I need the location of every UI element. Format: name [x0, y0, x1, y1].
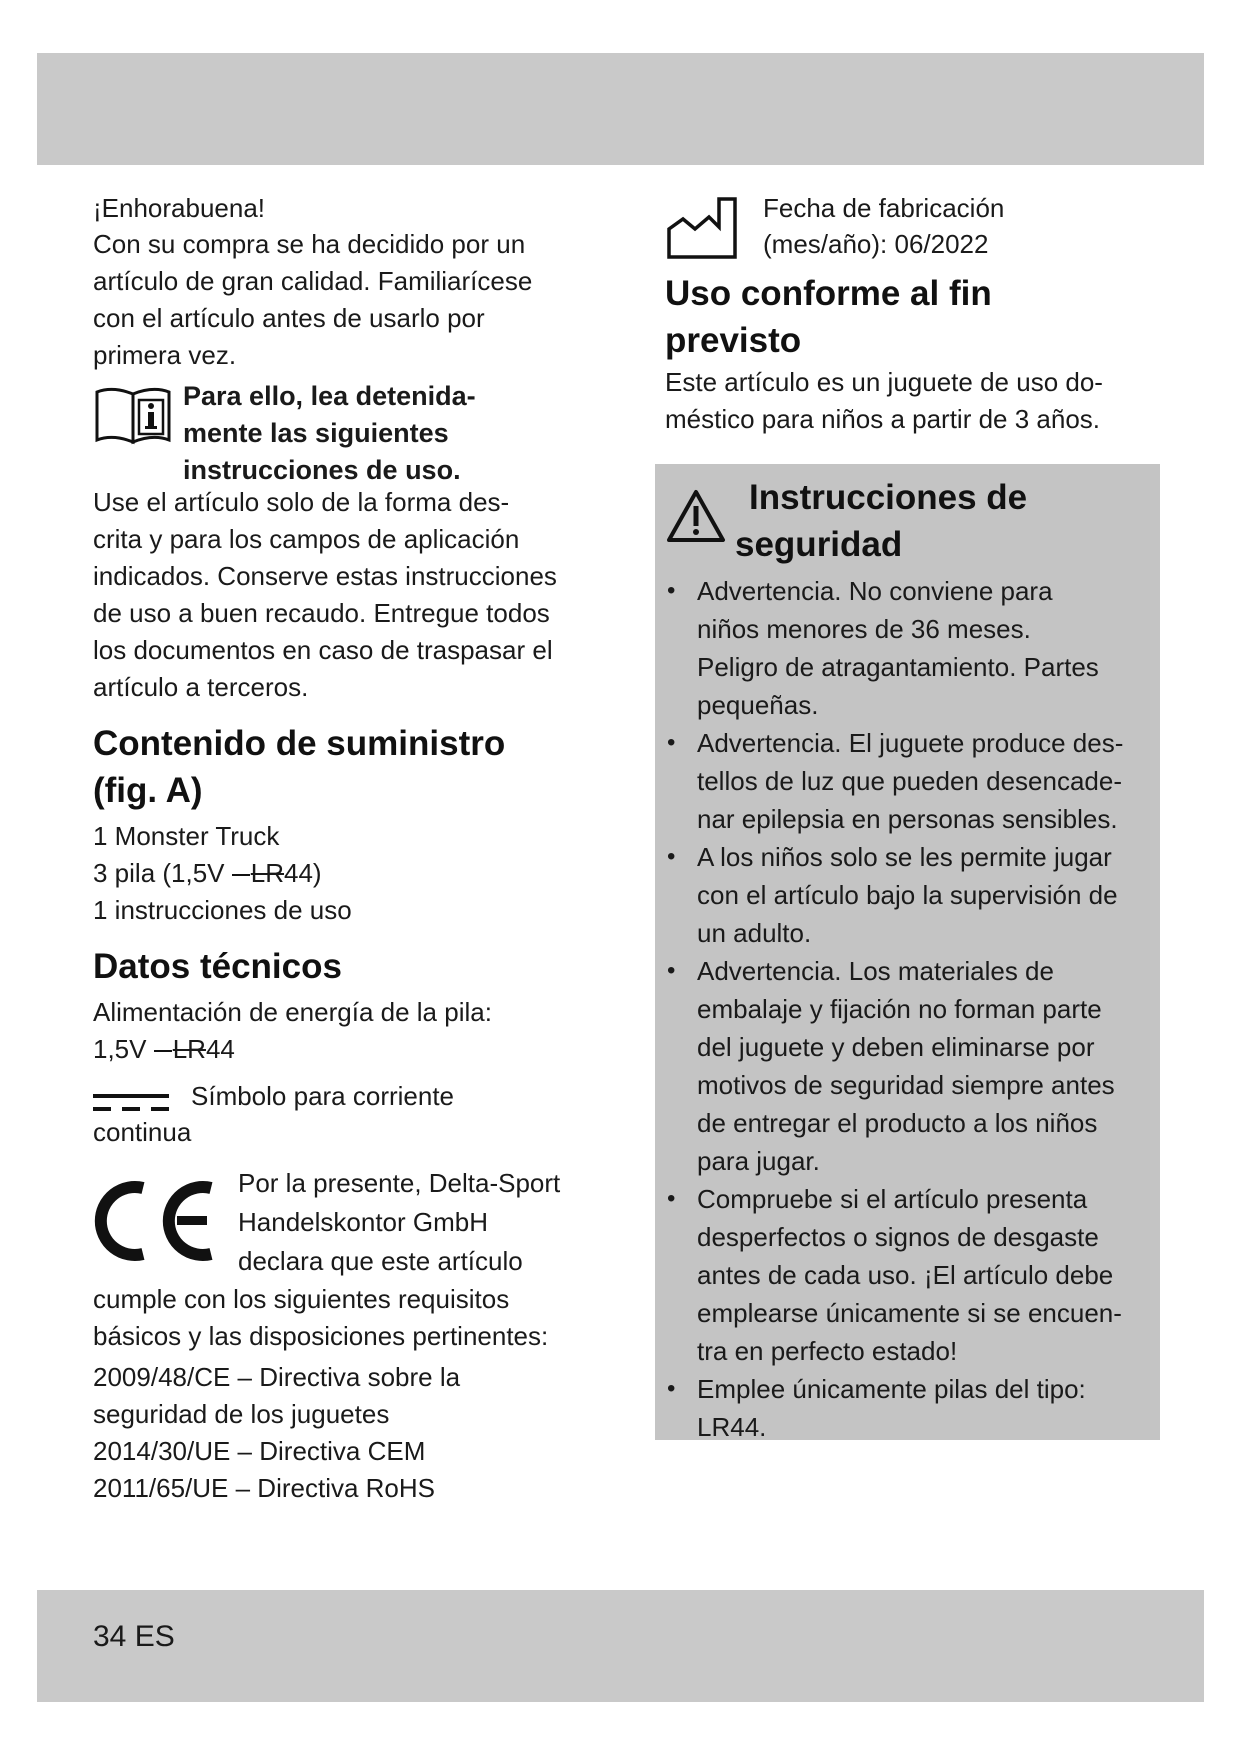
factory-icon [665, 195, 739, 261]
ce-declaration: Por la presente, Delta-Sport Handelskontor GmbH declara que este artículo cumple con los siguientes requisitos básicos y las disposiciones pertinentes: 2009/48/CE – Directiva sobre la seguridad de los juguetes 2014/30/UE – Directiva CEM 2011/65/UE – Directiva RoHS [93, 1164, 593, 1507]
list-item: 1 Monster Truck [93, 821, 280, 851]
greeting: ¡Enhorabuena! [93, 193, 266, 223]
intended-use-heading: Uso conforme al fin previsto [665, 274, 992, 360]
intended-use-text: Este artículo es un juguete de uso do- méstico para niños a partir de 3 años. [665, 367, 1103, 434]
intro-text: Con su compra se ha decidido por un artículo de gran calidad. Familiarícese con el artículo antes de usarlo por primera vez. [93, 229, 533, 370]
battery-symbol: LR [154, 1034, 206, 1064]
tech-data: Alimentación de energía de la pila: 1,5V LR44 [93, 997, 492, 1064]
list-item: • A los niños solo se les permite jugar con el artículo bajo la supervisión de un adulto. [655, 838, 1150, 952]
tech-heading: Datos técnicos [93, 947, 342, 986]
right-column [665, 190, 1165, 438]
list-item: • Advertencia. El juguete produce des- tellos de luz que pueden desencade- nar epilepsia en personas sensibles. [655, 724, 1150, 838]
safety-instructions-box [655, 464, 1160, 1440]
list-item: • Compruebe si el artículo presenta desperfectos o signos de desgaste antes de cada uso. ¡El artículo debe emplearse únicamente si se encuen- tra en perfecto estado! [655, 1180, 1150, 1370]
directives-list: 2009/48/CE – Directiva sobre la seguridad de los juguetes 2014/30/UE – Directiva CEM 2011/65/UE – Directiva RoHS [93, 1362, 461, 1503]
read-instructions-note: Para ello, lea detenida- mente las siguientes instrucciones de uso. [93, 378, 593, 480]
list-item: • Advertencia. Los materiales de embalaje y fijación no forman parte del juguete y deben eliminarse por motivos de seguridad siempre antes de entregar el producto a los niños para jugar. [655, 952, 1150, 1180]
dc-symbol-row: Símbolo para corriente continua [93, 1081, 455, 1147]
page-number: 34 ES [93, 1620, 175, 1653]
footer-band [37, 1590, 1204, 1702]
book-info-icon [93, 384, 173, 448]
list-item: 3 pila (1,5V LR44) [93, 858, 322, 888]
list-item: 1 instrucciones de uso [93, 895, 352, 925]
list-item: • Emplee únicamente pilas del tipo: LR44. [655, 1370, 1150, 1446]
contents-heading: Contenido de suministro (fig. A) [93, 724, 506, 810]
battery-symbol: LR [232, 858, 284, 888]
ce-mark-icon [93, 1174, 218, 1266]
safety-list [655, 572, 1160, 1446]
usage-text: Use el artículo solo de la forma des- crita y para los campos de aplicación indicados. Conserve estas instrucciones de uso a buen recaudo. Entregue todos los documentos en caso de traspasar el artículo a terceros. [93, 487, 557, 702]
list-item: • Advertencia. No conviene para niños menores de 36 meses. Peligro de atragantamiento. Partes pequeñas. [655, 572, 1150, 724]
contents-list [93, 818, 593, 929]
direct-current-icon [93, 1092, 173, 1114]
manufacture-date: Fecha de fabricación (mes/año): 06/2022 [665, 190, 1165, 270]
header-band [37, 53, 1204, 165]
left-column [93, 190, 593, 1507]
warning-icon [665, 488, 727, 544]
safety-heading: Instrucciones de seguridad [735, 478, 1028, 564]
